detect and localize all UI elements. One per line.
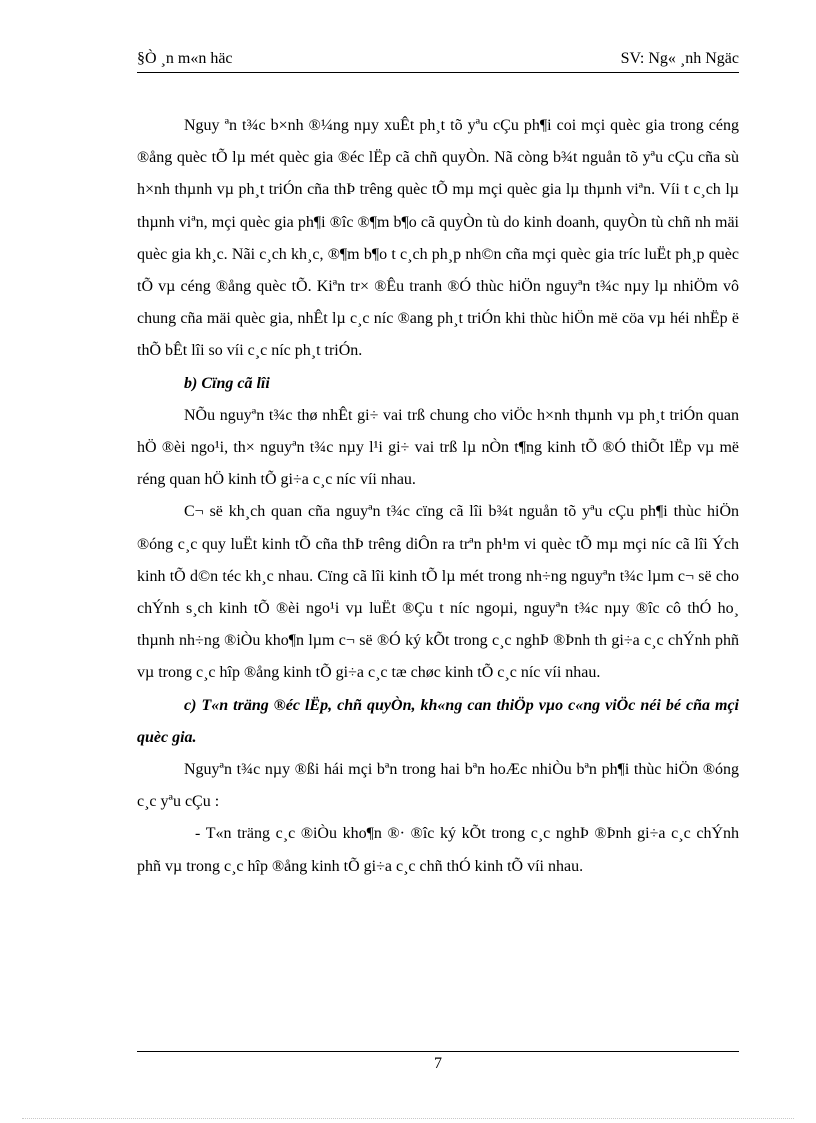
page-bottom-dotted-border <box>22 1118 794 1119</box>
footer-divider <box>137 1051 739 1052</box>
section-heading-mutual-benefit: b) Cïng cã lîi <box>184 374 270 392</box>
page-number: 7 <box>434 1055 442 1072</box>
paragraph-mutual-benefit-basis: C¬ së kh¸ch quan cña nguyªn t¾c cïng cã lîi b¾t nguån tõ yªu cÇu ph¶i thùc hiÖn ®óng c¸c quy luËt kinh tÕ cña thÞ trêng diÔn ra trªn ph¹m vi quèc tÕ mµ mçi níc cã lîi Ých kinh tÕ d©n téc kh¸c nhau. Cïng cã lîi kinh tÕ lµ mét trong nh÷ng nguyªn t¾c lµm c¬ së cho chÝnh s¸ch kinh tÕ ®èi ngo¹i vµ luËt ®Çu t níc ngoµi, nguyªn t¾c nµy ®îc cô thÓ ho¸ thµnh nh÷ng ®iÒu kho¶n lµm c¬ së ®Ó ký kÕt trong c¸c nghÞ ®Þnh th gi÷a c¸c chÝnh phñ vµ trong c¸c hîp ®ång kinh tÕ gi÷a c¸c tæ chøc kinh tÕ c¸c níc víi nhau. <box>137 503 739 682</box>
document-body <box>137 110 739 883</box>
paragraph-requirement-item: - T«n träng c¸c ®iÒu kho¶n ®· ®îc ký kÕt trong c¸c nghÞ ®Þnh gi÷a c¸c chÝnh phñ vµ trong c¸c hîp ®ång kinh tÕ gi÷a c¸c chñ thÓ kinh tÕ víi nhau. <box>137 825 739 875</box>
paragraph-mutual-benefit-role: NÕu nguyªn t¾c thø nhÊt gi÷ vai trß chung cho viÖc h×nh thµnh vµ ph¸t triÓn quan hÖ ®èi ngo¹i, th× nguyªn t¾c nµy l¹i gi÷ vai trß lµ nÒn t¶ng kinh tÕ ®Ó thiÕt lËp vµ më réng quan hÖ kinh tÕ gi÷a c¸c níc víi nhau. <box>137 406 739 489</box>
paragraph-equality-principle: Nguy ªn t¾c b×nh ®¼ng nµy xuÊt ph¸t tõ yªu cÇu ph¶i coi mçi quèc gia trong céng ®ång quèc tÕ lµ mét quèc gia ®éc lËp cã chñ quyÒn. Nã còng b¾t nguån tõ yªu cÇu cña sù h×nh thµnh vµ ph¸t triÓn cña thÞ trêng quèc tÕ mµ mçi quèc gia lµ thµnh viªn. Víi t c¸ch lµ thµnh viªn, mçi quèc gia ph¶i ®îc ®¶m b¶o cã quyÒn tù do kinh doanh, quyÒn tù chñ nh mäi quèc gia kh¸c. Nãi c¸ch kh¸c, ®¶m b¶o t c¸ch ph¸p nh©n cña mçi quèc gia tríc luËt ph¸p quèc tÕ vµ céng ®ång quèc tÕ. Kiªn tr× ®Êu tranh ®Ó thùc hiÖn nguyªn t¾c nµy lµ nhiÖm vô chung cña mäi quèc gia, nhÊt lµ c¸c níc ®ang ph¸t triÓn khi thùc hiÖn më cöa vµ héi nhËp ë thÕ bÊt lîi so víi c¸c níc ph¸t triÓn. <box>137 117 739 360</box>
header-student-name: SV: Ng« ¸nh Ngäc <box>620 50 739 67</box>
section-heading-sovereignty: c) T«n träng ®éc lËp, chñ quyÒn, kh«ng can thiÖp vµo c«ng viÖc néi bé cña mçi quèc gia. <box>137 696 739 746</box>
header-course-title: §Ò ¸n m«n häc <box>137 50 233 67</box>
page-header <box>137 50 739 73</box>
paragraph-requirements-intro: Nguyªn t¾c nµy ®ßi hái mçi bªn trong hai bªn hoÆc nhiÒu bªn ph¶i thùc hiÖn ®óng c¸c yªu cÇu : <box>137 761 739 811</box>
